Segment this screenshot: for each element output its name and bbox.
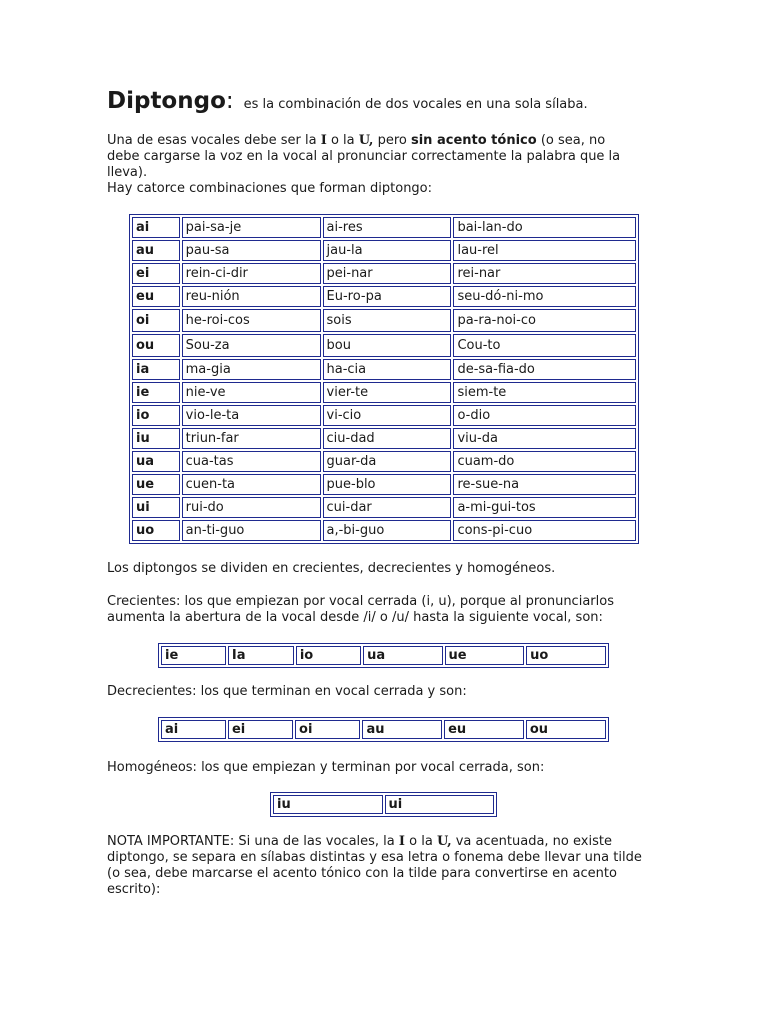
example-word-cell: Sou-za: [182, 334, 321, 357]
example-word-cell: viu-da: [453, 428, 636, 449]
example-word-cell: rein-ci-dir: [182, 263, 321, 284]
decrecientes-cell: eu: [444, 720, 524, 739]
nota-letter-u: U,: [436, 834, 452, 849]
intro-text-o: o la: [326, 133, 359, 148]
example-word-cell: o-dio: [453, 405, 636, 426]
example-word-cell: lau-rel: [453, 240, 636, 261]
diphthong-key-cell: ie: [132, 382, 180, 403]
intro-text-2: pero: [373, 133, 411, 148]
homogeneos-cell: ui: [385, 795, 495, 814]
example-word-cell: ai-res: [323, 217, 452, 238]
example-word-cell: he-roi-cos: [182, 309, 321, 332]
example-word-cell: siem-te: [453, 382, 636, 403]
page-title: [107, 88, 588, 114]
intro-paragraph: [107, 133, 637, 181]
example-word-cell: cons-pi-cuo: [453, 520, 636, 541]
crecientes-cell: ua: [363, 646, 442, 665]
intro-letter-u: U,: [358, 133, 374, 148]
title-definition: es la combinación de dos vocales en una sola sílaba.: [243, 97, 588, 112]
example-word-cell: ciu-dad: [323, 428, 452, 449]
crecientes-cell: ie: [161, 646, 226, 665]
diphthong-key-cell: ei: [132, 263, 180, 284]
example-word-cell: reu-nión: [182, 286, 321, 307]
table-row: [132, 240, 636, 261]
example-word-cell: sois: [323, 309, 452, 332]
example-word-cell: pai-sa-je: [182, 217, 321, 238]
example-word-cell: guar-da: [323, 451, 452, 472]
table-row: [132, 428, 636, 449]
table-row: [132, 474, 636, 495]
example-word-cell: pa-ra-noi-co: [453, 309, 636, 332]
diphthong-key-cell: ua: [132, 451, 180, 472]
diphthong-key-cell: ai: [132, 217, 180, 238]
diphthong-key-cell: iu: [132, 428, 180, 449]
nota-letter-i: I: [398, 834, 405, 849]
crecientes-table: [158, 643, 609, 668]
example-word-cell: vio-le-ta: [182, 405, 321, 426]
diphthong-key-cell: eu: [132, 286, 180, 307]
example-word-cell: bou: [323, 334, 452, 357]
example-word-cell: de-sa-fia-do: [453, 359, 636, 380]
table-row: [161, 646, 606, 665]
intro-text-3: (o sea, no debe cargarse la voz en la vocal al pronunciar correctamente la palabra que la lleva).: [107, 133, 621, 180]
diphthong-key-cell: au: [132, 240, 180, 261]
example-word-cell: ha-cia: [323, 359, 452, 380]
table-row: [132, 309, 636, 332]
nota-text-o: o la: [405, 834, 437, 849]
example-word-cell: cua-tas: [182, 451, 321, 472]
table-row: [161, 720, 606, 739]
diphthong-key-cell: oi: [132, 309, 180, 332]
table-row: [132, 451, 636, 472]
homogeneos-cell: iu: [273, 795, 383, 814]
example-word-cell: ma-gia: [182, 359, 321, 380]
example-word-cell: triun-far: [182, 428, 321, 449]
homogeneos-table: [270, 792, 497, 817]
crecientes-cell: ue: [445, 646, 525, 665]
decrecientes-cell: oi: [295, 720, 360, 739]
intro-text-1: Una de esas vocales debe ser la: [107, 133, 321, 148]
diphthong-key-cell: ou: [132, 334, 180, 357]
table-row: [132, 263, 636, 284]
table-row: [132, 359, 636, 380]
example-word-cell: pau-sa: [182, 240, 321, 261]
diphthong-key-cell: ue: [132, 474, 180, 495]
example-word-cell: a,-bi-guo: [323, 520, 452, 541]
diphthong-key-cell: ui: [132, 497, 180, 518]
division-text: Los diptongos se dividen en crecientes, decrecientes y homogéneos.: [107, 561, 556, 576]
example-word-cell: an-ti-guo: [182, 520, 321, 541]
decrecientes-cell: ai: [161, 720, 226, 739]
table-row: [132, 334, 636, 357]
homogeneos-text: Homogéneos: los que empiezan y terminan por vocal cerrada, son:: [107, 760, 545, 775]
example-word-cell: bai-lan-do: [453, 217, 636, 238]
decrecientes-cell: ou: [526, 720, 606, 739]
crecientes-text: Crecientes: los que empiezan por vocal cerrada (i, u), porque al pronunciarlos aumenta la abertura de la vocal desde /i/ o /u/ hasta la siguiente vocal, son:: [107, 594, 614, 625]
diphthong-table: [129, 214, 639, 544]
example-word-cell: a-mi-gui-tos: [453, 497, 636, 518]
title-colon: :: [225, 88, 234, 114]
decrecientes-cell: ei: [228, 720, 293, 739]
diphthong-key-cell: ia: [132, 359, 180, 380]
crecientes-cell: io: [296, 646, 361, 665]
table-row: [132, 217, 636, 238]
example-word-cell: jau-la: [323, 240, 452, 261]
crecientes-cell: uo: [526, 646, 606, 665]
count-text: Hay catorce combinaciones que forman diptongo:: [107, 181, 433, 196]
table-row: [273, 795, 494, 814]
example-word-cell: pei-nar: [323, 263, 452, 284]
crecientes-cell: Ia: [228, 646, 294, 665]
example-word-cell: Cou-to: [453, 334, 636, 357]
nota-text-1: NOTA IMPORTANTE: Si una de las vocales, la: [107, 834, 399, 849]
example-word-cell: nie-ve: [182, 382, 321, 403]
table-row: [132, 405, 636, 426]
decrecientes-text: Decrecientes: los que terminan en vocal cerrada y son:: [107, 684, 467, 699]
example-word-cell: cui-dar: [323, 497, 452, 518]
diphthong-key-cell: uo: [132, 520, 180, 541]
decrecientes-table: [158, 717, 609, 742]
example-word-cell: cuam-do: [453, 451, 636, 472]
table-row: [132, 497, 636, 518]
table-row: [132, 382, 636, 403]
table-row: [132, 520, 636, 541]
example-word-cell: rei-nar: [453, 263, 636, 284]
example-word-cell: re-sue-na: [453, 474, 636, 495]
example-word-cell: cuen-ta: [182, 474, 321, 495]
nota-text-2: va acentuada, no existe diptongo, se separa en sílabas distintas y esa letra o fonema debe llevar una tilde (o sea, debe marcarse el acento tónico con la tilde para convertirse en acento escrito):: [107, 834, 642, 897]
intro-letter-i: I: [320, 133, 327, 148]
table-row: [132, 286, 636, 307]
example-word-cell: vi-cio: [323, 405, 452, 426]
example-word-cell: vier-te: [323, 382, 452, 403]
example-word-cell: Eu-ro-pa: [323, 286, 452, 307]
diphthong-key-cell: io: [132, 405, 180, 426]
example-word-cell: seu-dó-ni-mo: [453, 286, 636, 307]
decrecientes-cell: au: [362, 720, 442, 739]
example-word-cell: pue-blo: [323, 474, 452, 495]
example-word-cell: rui-do: [182, 497, 321, 518]
intro-bold: sin acento tónico: [410, 133, 537, 148]
title-word: Diptongo: [107, 88, 226, 114]
nota-paragraph: [107, 834, 652, 898]
